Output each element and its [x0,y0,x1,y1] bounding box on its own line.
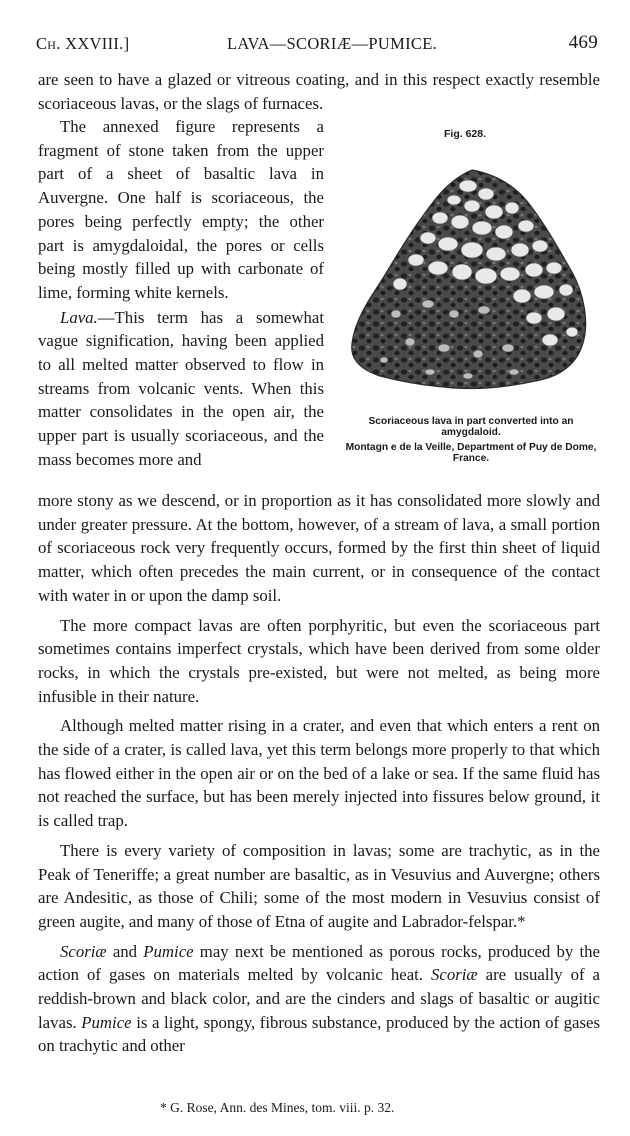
figure-label: Fig. 628. [444,128,487,140]
paragraph-lava-continued: more stony as we descend, or in proportion as it has consolidated more slowly and under greater pressure. At the bottom, however, of a stream of lava, a small portion of scoriaceous rock very frequently occurs, formed by the first thin sheet of liquid matter, which often precedes the main current, or in consequence of the contact with water in or upon the damp soil. [38,491,600,605]
chapter-reference: Ch. XXVIII.] [36,34,130,53]
paragraph-melted-matter: Although melted matter rising in a crater, and even that which enters a rent on the side of a crater, is called lava, yet this term belongs more properly to that which has flowed either in the open air or on the bed of a lake or sea. If the same fluid has not reached the surface, but has been merely injected into fissures below ground, it is called trap. [38,716,600,831]
paragraph-annexed-figure: The annexed figure represents a fragment of stone taken from the upper part of a sheet of basaltic lava in Auvergne. One half is scoriaceous, the pores being perfectly empty; the other part is amygdaloidal, the pores or cells being mostly filled up with carbonate of lime, forming white kernels. [38,117,324,302]
term-lava: Lava. [60,307,98,327]
paragraph-composition: There is every variety of composition in lavas; some are trachytic, as in the Peak of Teneriffe; a great number are basaltic, as in Vesuvius and Auvergne; others are Andesitic, as those of Chili; some of the most modern in Vesuvius consist of green augite, and many of those of Etna of augite and Labrador-felspar.* [38,840,600,931]
term-pumice: Pumice [143,941,194,961]
paragraph-scoriae-pumice: Scoriæ and Pumice may next be mentioned as porous rocks, produced by the action of gases on materials melted by volcanic heat. Scoriæ are usually of a reddish-brown and black color, and are the cinders and slags of basaltic or augitic lavas. Pumice is a light, spongy, fibrous substance, produced by the action of gases on trachytic and other [38,941,600,1056]
page-number: 469 [568,32,598,53]
term-pumice-2: Pumice [81,1012,132,1032]
paragraph-lava [38,306,324,472]
caption-locality: Montagn e de la Veille, Department of Puy de Dome, France. [345,441,597,465]
term-scoriae-2: Scoriæ [431,965,478,985]
main-text-column [38,489,600,1058]
running-title: LAVA—SCORIÆ—PUMICE. [226,34,437,53]
running-header [36,34,598,56]
term-scoriae: Scoriæ [60,941,107,961]
figure-caption [340,416,602,465]
footnote: * G. Rose, Ann. des Mines, tom. viii. p. 32. [160,1100,395,1115]
scoriaceous-lava-illustration [344,164,594,424]
paragraph-opening: are seen to have a glazed or vitreous coating, and in this respect exactly resemble scoriaceous lavas, or the slags of furnaces. [38,70,600,113]
paragraph-compact-lavas: The more compact lavas are often porphyritic, but even the scoriaceous part sometimes contains imperfect crystals, which have been derived from some older rocks, in which the crystals pre-existed, but were not melted, as being more infusible in their nature. [38,615,600,706]
wrapped-text-column [38,115,324,472]
paragraph-lava-text: —This term has a somewhat vague signification, having been applied to all melted matter observed to flow in streams from volcanic vents. When this matter consolidates in the open air, the upper part is usually scoriaceous, and the mass becomes more and [38,307,324,469]
caption-description: Scoriaceous lava in part converted into an amygdaloid. [368,416,574,439]
